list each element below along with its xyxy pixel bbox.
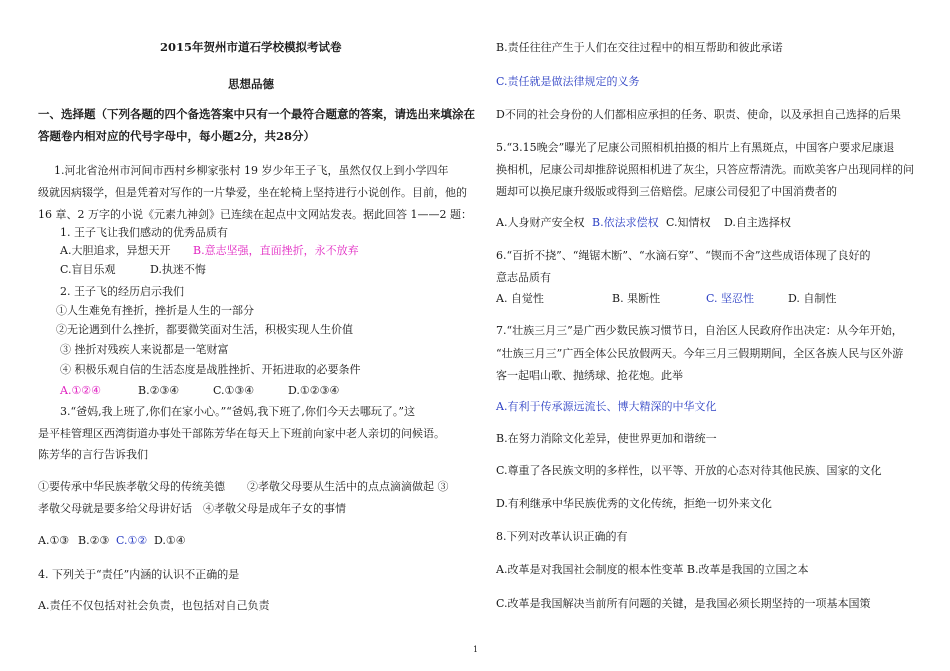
q5-passage: 5.“3.15晚会”曝光了尼康公司照相机拍摄的相片上有黑斑点，中国客户要求尼康退	[496, 141, 895, 154]
q2-statement: ②无论遇到什么挫折，都要微笑面对生活，积极实现人生价值	[56, 323, 353, 336]
q6-option-a: A. 自觉性	[496, 292, 544, 305]
q6-stem: 6.“百折不挠”、“绳锯木断”、“水滴石穿”、“锲而不舍”这些成语体现了良好的	[496, 249, 871, 262]
q4-option-d: D不同的社会身份的人们都相应承担的任务、职责、使命，以及承担自己选择的后果	[496, 108, 901, 121]
q1-option-b: B.意志坚强，直面挫折，永不放弃	[193, 244, 359, 257]
section-heading-cont: 答题卷内相对应的代号字母中，每小题2分，共28分）	[38, 129, 316, 143]
q2-option-c: C.①③④	[213, 384, 255, 397]
q7-option-b: B.在努力消除文化差异，使世界更加和谐统一	[496, 432, 717, 445]
q5-passage: 题却可以换尼康升级版或得到三倍赔偿。尼康公司侵犯了中国消费者的	[496, 185, 837, 198]
q4-option-c: C.责任就是做法律规定的义务	[496, 75, 640, 88]
q1-option-a: A.大胆追求，异想天开	[60, 244, 171, 257]
q2-stem: 2. 王子飞的经历启示我们	[60, 285, 184, 298]
left-column	[38, 0, 478, 671]
q1-passage: 1.河北省沧州市河间市西村乡柳家张村 19 岁少年王子飞，虽然仅仅上到小学四年	[54, 164, 449, 177]
q8-option-c: C.改革是我国解决当前所有问题的关键，是我国必须长期坚持的一项基本国策	[496, 597, 871, 610]
right-column	[496, 0, 926, 671]
q3-passage: 陈芳华的言行告诉我们	[38, 448, 148, 461]
q3-statements: 孝敬父母就是要多给父母讲好话 ④孝敬父母是成年子女的事情	[38, 502, 346, 515]
q3-option-d: D.①④	[154, 534, 186, 547]
q3-statements: ①要传承中华民族孝敬父母的传统美德 ②孝敬父母要从生活中的点点滴滴做起 ③	[38, 480, 449, 493]
q1-passage: 16 章、2 万字的小说《元素九神剑》已连续在起点中文网站发表。据此回答 1——2 题：	[38, 208, 472, 221]
q3-passage: 3.“爸妈,我上班了,你们在家小心。”“爸妈,我下班了,你们今天去哪玩了。”这	[60, 405, 415, 418]
q5-option-a: A.人身财产安全权	[496, 216, 585, 229]
q2-statement: ③ 挫折对残疾人来说都是一笔财富	[60, 343, 229, 356]
q5-option-b: B.依法求偿权	[592, 216, 659, 229]
q3-passage: 是平桂管理区西湾街道办事处干部陈芳华在每天上下班前向家中老人亲切的问候语。	[38, 427, 445, 440]
q8-option-ab: A.改革是对我国社会制度的根本性变革 B.改革是我国的立国之本	[496, 563, 809, 576]
q4-option-b: B.责任往往产生于人们在交往过程中的相互帮助和彼此承诺	[496, 41, 783, 54]
q2-option-a: A.①②④	[60, 384, 102, 397]
q6-option-b: B. 果断性	[612, 292, 661, 305]
q2-statement: ①人生难免有挫折，挫折是人生的一部分	[56, 304, 254, 317]
q6-option-d: D. 自制性	[788, 292, 837, 305]
subject-title: 思想品德	[228, 77, 274, 91]
q4-stem: 4. 下列关于“责任”内涵的认识不正确的是	[38, 568, 240, 581]
q3-option-a: A.①③	[38, 534, 70, 547]
q7-option-c: C.尊重了各民族文明的多样性，以平等、开放的心态对待其他民族、国家的文化	[496, 464, 882, 477]
q3-option-b: B.②③	[78, 534, 110, 547]
q1-stem: 1. 王子飞让我们感动的优秀品质有	[60, 226, 228, 239]
q1-option-d: D.执迷不悔	[150, 263, 206, 276]
q2-statement: ④ 积极乐观自信的生活态度是战胜挫折、开拓进取的必要条件	[60, 363, 361, 376]
q7-passage: “壮族三月三”广西全体公民放假两天。今年三月三假期期间，全区各族人民与区外游	[496, 347, 904, 360]
q7-passage: 客一起唱山歌、抛绣球、抢花炮。此举	[496, 369, 683, 382]
q2-option-b: B.②③④	[138, 384, 180, 397]
q7-option-a: A.有利于传承源远流长、博大精深的中华文化	[496, 400, 717, 413]
section-heading: 一、选择题（下列各题的四个备选答案中只有一个最符合题意的答案，请选出来填涂在	[38, 107, 475, 121]
exam-title: 2015年贺州市道石学校模拟考试卷	[160, 40, 342, 54]
q7-option-d: D.有利继承中华民族优秀的文化传统，拒绝一切外来文化	[496, 497, 772, 510]
q1-passage: 级就因病辍学，但是凭着对写作的一片挚爱，坐在轮椅上坚持进行小说创作。目前，他的	[38, 186, 467, 199]
q5-option-c: C.知情权	[666, 216, 711, 229]
page-number: 1	[473, 645, 479, 654]
q6-option-c: C. 坚忍性	[706, 292, 755, 305]
q8-stem: 8.下列对改革认识正确的有	[496, 530, 628, 543]
q4-option-a: A.责任不仅包括对社会负责，也包括对自己负责	[38, 599, 270, 612]
q6-stem: 意志品质有	[496, 271, 551, 284]
q3-option-c: C.①②	[116, 534, 148, 547]
q5-passage: 换相机，尼康公司却推辞说照相机进了灰尘，只答应帮清洗。而欧美客户出现同样的问	[496, 163, 914, 176]
q1-option-c: C.盲目乐观	[60, 263, 116, 276]
q5-option-d: D.自主选择权	[724, 216, 791, 229]
q7-passage: 7.“壮族三月三”是广西少数民族习惯节日，自治区人民政府作出决定：从今年开始，	[496, 324, 903, 337]
q2-option-d: D.①②③④	[288, 384, 340, 397]
